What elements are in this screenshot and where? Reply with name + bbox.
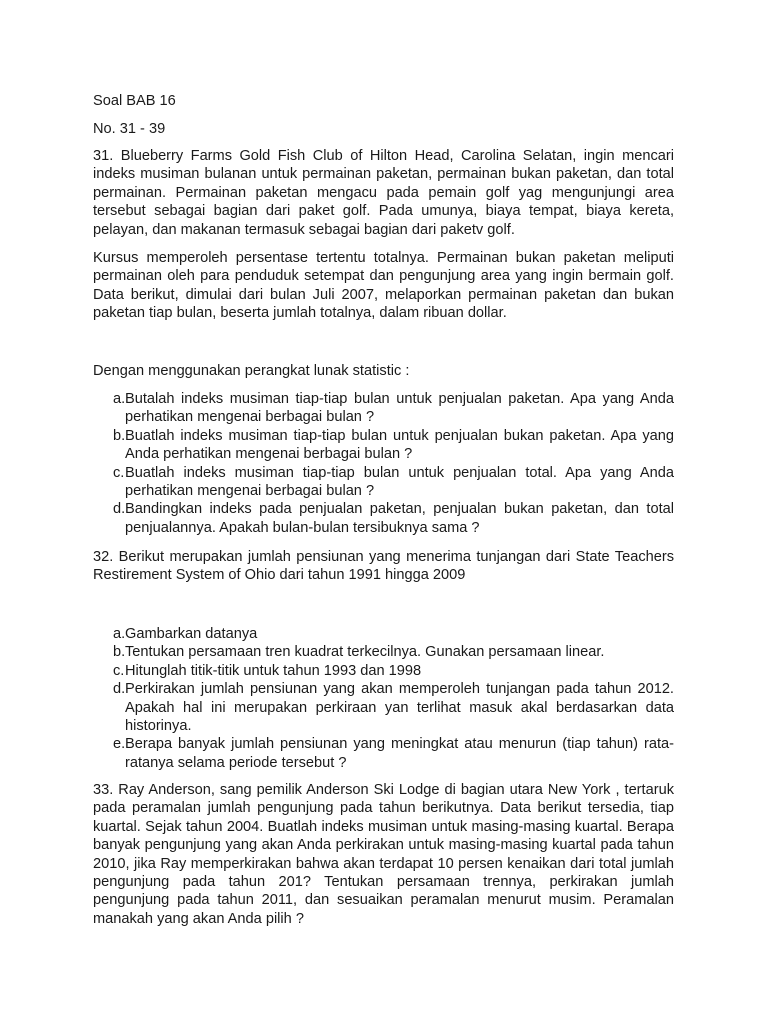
list-marker: a. [113, 626, 126, 642]
question-range: No. 31 - 39 [93, 121, 166, 137]
q31-intro: Dengan menggunakan perangkat lunak statistic : [93, 363, 410, 379]
q32-subquestions [93, 625, 674, 772]
list-marker: a. [113, 391, 126, 407]
list-item [93, 390, 674, 427]
q31-paragraph-2: Kursus memperoleh persentase tertentu totalnya. Permainan bukan paketan meliputi permainan oleh para penduduk setempat dan pengunjung area yang ingin bermain golf. Data berikut, dimulai dari bulan Juli 2007, melaporkan permainan paketan dan bukan paketan tiap bulan, beserta jumlah totalnya, dalam ribuan dollar. [93, 250, 674, 322]
list-item [93, 735, 674, 772]
list-marker: c. [113, 464, 125, 481]
q31-paragraph-1: 31. Blueberry Farms Gold Fish Club of Hilton Head, Carolina Selatan, ingin mencari indeks musiman bulanan untuk permainan paketan, permainan bukan paketan, dan total permainan. Permainan paketan mengacu pada pemain golf yag mengunjungi area tersebut sebagai bagian dari paket golf. Pada umunya, biaya tempat, biaya kereta, pelayan, dan makanan termasuk sebagai bagian dari paketv golf. [93, 148, 674, 238]
list-item [93, 680, 674, 735]
q31-subquestions [93, 390, 674, 537]
list-item [93, 500, 674, 537]
list-marker: d. [113, 501, 126, 518]
list-marker: c. [113, 662, 125, 679]
document-title: Soal BAB 16 [93, 93, 176, 109]
list-item-text: Bandingkan indeks pada penjualan paketan, penjualan bukan paketan, dan total penjualannya. Apakah bulan-bulan tersibuknya sama ? [125, 501, 674, 536]
list-item-text: Tentukan persamaan tren kuadrat terkecilnya. Gunakan persamaan linear. [125, 644, 605, 661]
list-item-text: Berapa banyak jumlah pensiunan yang meningkat atau menurun (tiap tahun) rata-ratanya selama periode tersebut ? [125, 736, 674, 771]
q33-paragraph: 33. Ray Anderson, sang pemilik Anderson Ski Lodge di bagian utara New York , tertaruk pada peramalan jumlah pengunjung pada tahun berikutnya. Data berikut tersedia, tiap kuartal. Sejak tahun 2004. Buatlah indeks musiman untuk masing-masing kuartal. Berapa banyak pengunjung yang akan Anda perkirakan untuk masing-masing kuartal pada tahun 2010, jika Ray memperkirakan bahwa akan terdapat 10 persen kenaikan dari total jumlah pengunjung pada tahun 201? Tentukan persamaan trennya, perkirakan jumlah pengunjung pada tahun 2011, dan sesuaikan peramalan menurut musim. Peramalan manakah yang akan Anda pilih ? [93, 782, 674, 927]
list-item [93, 427, 674, 464]
list-marker: e. [113, 736, 126, 753]
list-item [93, 662, 674, 680]
q32-paragraph: 32. Berikut merupakan jumlah pensiunan yang menerima tunjangan dari State Teachers Restirement System of Ohio dari tahun 1991 hingga 2009 [93, 549, 674, 584]
list-item-text: Buatlah indeks musiman tiap-tiap bulan untuk penjualan total. Apa yang Anda perhatikan mengenai berbagai bulan ? [125, 464, 674, 500]
list-item-text: Buatlah indeks musiman tiap-tiap bulan untuk penjualan bukan paketan. Apa yang Anda perhatikan mengenai berbagai bulan ? [125, 427, 674, 463]
list-marker: b. [113, 427, 126, 444]
list-item [93, 643, 674, 661]
list-item [93, 625, 674, 643]
list-marker: d. [113, 681, 126, 698]
list-item-text: Butalah indeks musiman tiap-tiap bulan untuk penjualan paketan. Apa yang Anda perhatikan mengenai berbagai bulan ? [125, 391, 674, 426]
list-marker: b. [113, 644, 126, 661]
list-item-text: Perkirakan jumlah pensiunan yang akan memperoleh tunjangan pada tahun 2012. Apakah hal ini merupakan perkiraan yan terlihat masuk akal berdasarkan data historinya. [125, 681, 674, 735]
list-item [93, 464, 674, 501]
list-item-text: Hitunglah titik-titik untuk tahun 1993 dan 1998 [125, 662, 422, 679]
list-item-text: Gambarkan datanya [125, 626, 258, 642]
